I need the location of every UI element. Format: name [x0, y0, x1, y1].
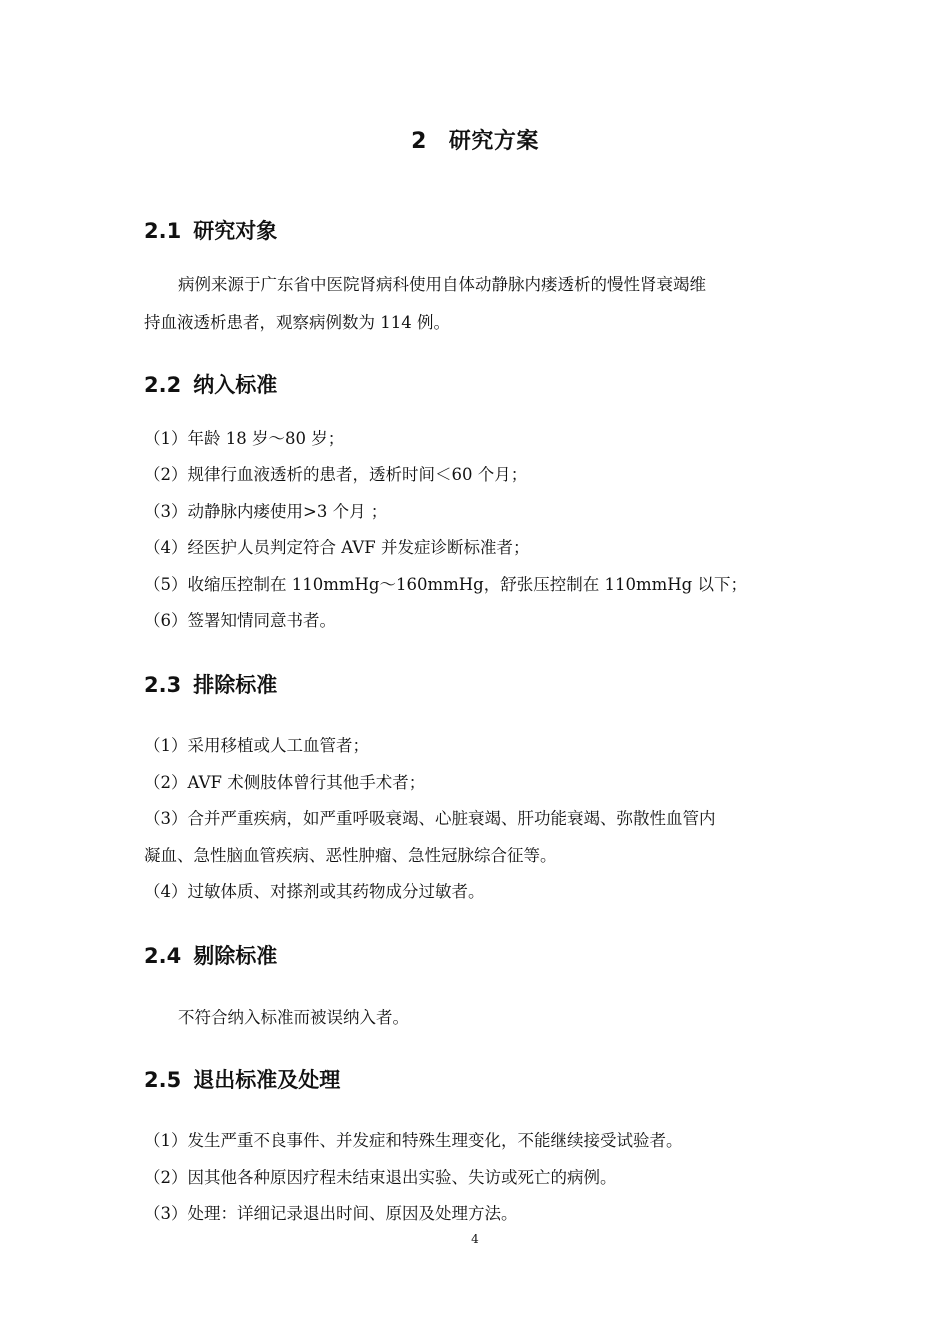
section-number: 2.3 [144, 673, 182, 697]
chapter-title-text: 研究方案 [448, 129, 539, 154]
section-heading-2-1 [144, 216, 277, 246]
paragraph-line: 持血液透析患者，观察病例数为 114 例。 [144, 313, 450, 332]
list-item: （2）因其他各种原因疗程未结束退出实验、失访或死亡的病例。 [144, 1168, 617, 1187]
paragraph-line: 不符合纳入标准而被误纳入者。 [178, 1008, 409, 1027]
list-item: （4）经医护人员判定符合 AVF 并发症诊断标准者； [144, 538, 530, 557]
section-number: 2.1 [144, 219, 182, 243]
list-item: （1）发生严重不良事件、并发症和特殊生理变化，不能继续接受试验者。 [144, 1131, 683, 1150]
list-item: （1）采用移植或人工血管者； [144, 736, 369, 755]
list-item: （2）规律行血液透析的患者，透析时间＜60 个月； [144, 465, 528, 484]
section-heading-2-5 [144, 1065, 340, 1095]
chapter-number: 2 [411, 129, 427, 154]
list-item: （3）动静脉内瘘使用>3 个月 ； [144, 502, 388, 521]
section-number: 2.4 [144, 944, 182, 968]
section-title: 退出标准及处理 [193, 1068, 341, 1092]
list-item: （3）合并严重疾病，如严重呼吸衰竭、心脏衰竭、肝功能衰竭、弥散性血管内 [144, 809, 716, 828]
section-number: 2.2 [144, 373, 182, 397]
list-item: （3）处理：详细记录退出时间、原因及处理方法。 [144, 1204, 518, 1223]
list-item: （4）过敏体质、对搽剂或其药物成分过敏者。 [144, 882, 485, 901]
section-heading-2-4 [144, 941, 277, 971]
list-item-continuation: 凝血、急性脑血管疾病、恶性肿瘤、急性冠脉综合征等。 [144, 846, 557, 865]
paragraph-line: 病例来源于广东省中医院肾病科使用自体动静脉内瘘透析的慢性肾衰竭维 [178, 275, 706, 294]
section-title: 剔除标准 [193, 944, 278, 968]
list-item: （1）年龄 18 岁～80 岁； [144, 429, 345, 448]
section-number: 2.5 [144, 1068, 182, 1092]
list-item: （6）签署知情同意书者。 [144, 611, 336, 630]
section-title: 排除标准 [193, 673, 278, 697]
section-heading-2-2 [144, 370, 277, 400]
list-item: （5）收缩压控制在 110mmHg～160mmHg，舒张压控制在 110mmHg 以下； [144, 575, 747, 594]
page-number: 4 [471, 1232, 479, 1246]
list-item: （2）AVF 术侧肢体曾行其他手术者； [144, 773, 426, 792]
section-heading-2-3 [144, 670, 277, 700]
section-title: 研究对象 [193, 219, 278, 243]
section-title: 纳入标准 [193, 373, 278, 397]
chapter-title [0, 126, 950, 158]
